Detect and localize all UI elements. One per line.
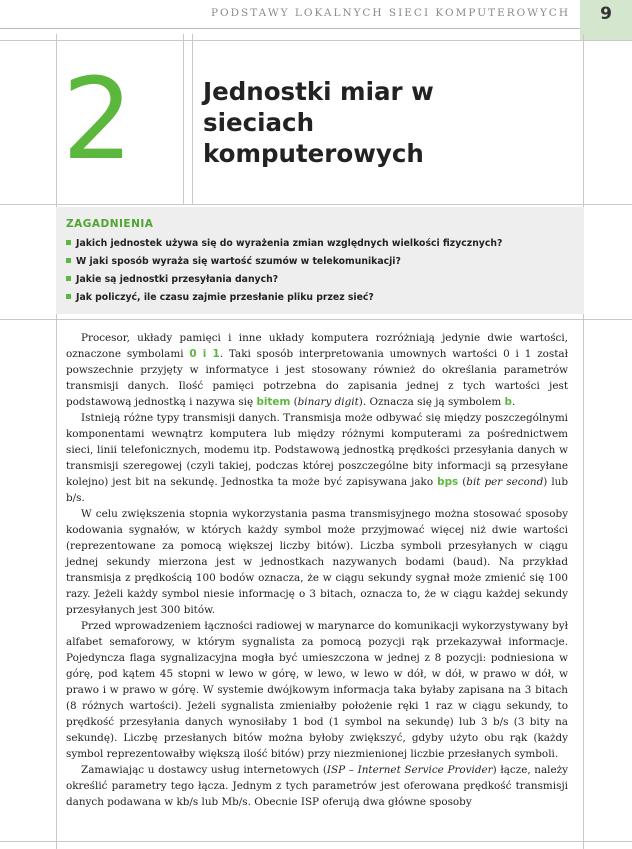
- paragraph-5: [66, 762, 568, 810]
- paragraph-3: W celu zwiększenia stopnia wykorzystania pasma transmisyjnego można stosować sposoby kodowania sygnałów, w których każdy symbol może przyjmować więcej niż dwie wartości (reprezentowane za pomocą większej liczby bitów). Liczba symboli przesyłanych w ciągu jednej sekundy mierzona jest w jednostkach nazywanych bodami (baud). Na przykład transmisja z prędkością 100 bodów oznacza, że w ciągu sekundy sygnał może zmienić się 100 razy. Jeżeli każdy symbol niesie informację o 3 bitach, oznacza to, że w ciągu każdej sekundy przesyłanych jest 300 bitów.: [66, 508, 568, 616]
- chapter-number: 2: [62, 55, 134, 185]
- topic-text: Jak policzyć, ile czasu zajmie przesłanie pliku przez sieć?: [76, 292, 374, 303]
- body-text: [66, 330, 568, 810]
- text-run: ). Oznacza się ją symbolem: [358, 396, 505, 408]
- bullet-square-icon: [66, 276, 71, 281]
- frame-line-top: [0, 40, 632, 41]
- text-run: (: [290, 396, 298, 408]
- highlight-term-bps: bps: [437, 476, 459, 488]
- frame-line-title-2: [192, 34, 193, 204]
- list-item: [66, 289, 576, 307]
- italic-term: bit per second: [466, 476, 544, 488]
- list-item: [66, 253, 576, 271]
- header-rule: [0, 28, 580, 29]
- list-item: [66, 235, 576, 253]
- topic-text: W jaki sposób wyraża się wartość szumów w telekomunikacji?: [76, 256, 401, 267]
- frame-line-topics-bottom: [0, 319, 632, 320]
- bullet-square-icon: [66, 240, 71, 245]
- frame-line-title-1: [183, 34, 184, 204]
- topic-text: Jakie są jednostki przesyłania danych?: [76, 274, 279, 285]
- frame-line-right: [583, 34, 584, 849]
- page-header: [0, 0, 632, 34]
- paragraph-2: [66, 410, 568, 506]
- bullet-square-icon: [66, 294, 71, 299]
- list-item: [66, 271, 576, 289]
- text-run: . Taki sposób interpretowania umownych wartości 0 i 1 został powszechnie przyjęty w informatyce i jest stosowany również do określania parametrów transmisji danych. Ilość pamięci potrzebna do zapisania jednej z tych wartości jest podstawową jednostką i nazywa się: [66, 348, 568, 408]
- paragraph-4: Przed wprowadzeniem łączności radiowej w marynarce do komunikacji wykorzystywany był alfabet semaforowy, w którym sygnalista za pomocą pozycji rąk przekazywał informacje. Pojedyncza flaga sygnalizacyjna mogła być umieszczona w jednej z 8 pozycji: podniesiona w górę, pod kątem 45 stopni w lewo w górę, w lewo, w lewo w dół, w dół, w prawo w dół, w prawo i w prawo w górę. W systemie dwójkowym informacja taka byłaby zapisana na 3 bitach (8 różnych wartości). Jeżeli sygnalista zmieniałby położenie ręki 1 raz w ciągu sekundy, to prędkość przesyłania danych wynosiłaby 1 bod (1 symbol na sekundę) lub 3 b/s (3 bity na sekundę). Liczbę przesłanych bitów można byłoby zwiększyć, gdyby użyto obu rąk (każdy symbol reprezentowałby większą ilość bitów) przy niezmienionej liczbie przesłanych symboli.: [66, 620, 568, 760]
- topics-list: [66, 235, 576, 307]
- highlight-symbol-b: b: [504, 396, 512, 408]
- text-run: Procesor, układy pamięci i inne układy komputera rozróżniają jedynie dwie wartości, oznaczone symbolami: [66, 332, 568, 360]
- bullet-square-icon: [66, 258, 71, 263]
- text-run: ) lub b/s.: [66, 476, 568, 504]
- italic-term: ISP – Internet Service Provider: [326, 764, 493, 776]
- highlight-term-bit: bitem: [256, 396, 291, 408]
- topics-heading: ZAGADNIENIA: [66, 218, 154, 230]
- frame-line-bottom: [0, 841, 632, 842]
- topic-text: Jakich jednostek używa się do wyrażenia zmian względnych wielkości fizycznych?: [76, 238, 503, 249]
- text-run: Istnieją różne typy transmisji danych. Transmisja może odbywać się między poszczególnymi komponentami wewnątrz komputera lub między różnymi komputerami za pośrednictwem sieci, linii telefonicznych, modemu itp. Podstawową jednostką prędkości przesyłania danych w transmisji szeregowej (czyli takiej, podczas której poszczególne bity informacji są przesyłane kolejno) jest bit na sekundę. Jednostka ta może być zapisywana jako: [66, 412, 568, 488]
- highlight-symbols: 0 i 1: [189, 348, 220, 360]
- text-run: Zamawiając u dostawcy usług internetowych (: [81, 764, 327, 776]
- chapter-title: Jednostki miar w sieciach komputerowych: [203, 77, 434, 168]
- frame-line-title-bottom: [0, 204, 632, 205]
- text-run: .: [511, 396, 516, 408]
- text-run: (: [458, 476, 467, 488]
- frame-line-left: [56, 34, 57, 849]
- running-head: PODSTAWY LOKALNYCH SIECI KOMPUTEROWYCH: [210, 7, 570, 19]
- italic-term: binary digit: [297, 396, 359, 408]
- paragraph-1: [66, 330, 568, 410]
- page-number-box: [580, 0, 632, 40]
- page-number: 9: [600, 4, 612, 24]
- text-run: ) łącze, należy określić parametry tego łącza. Jednym z tych parametrów jest oferowana prędkość transmisji danych podawana w kb/s lub Mb/s. Obecnie ISP oferują dwa główne sposoby: [66, 764, 568, 808]
